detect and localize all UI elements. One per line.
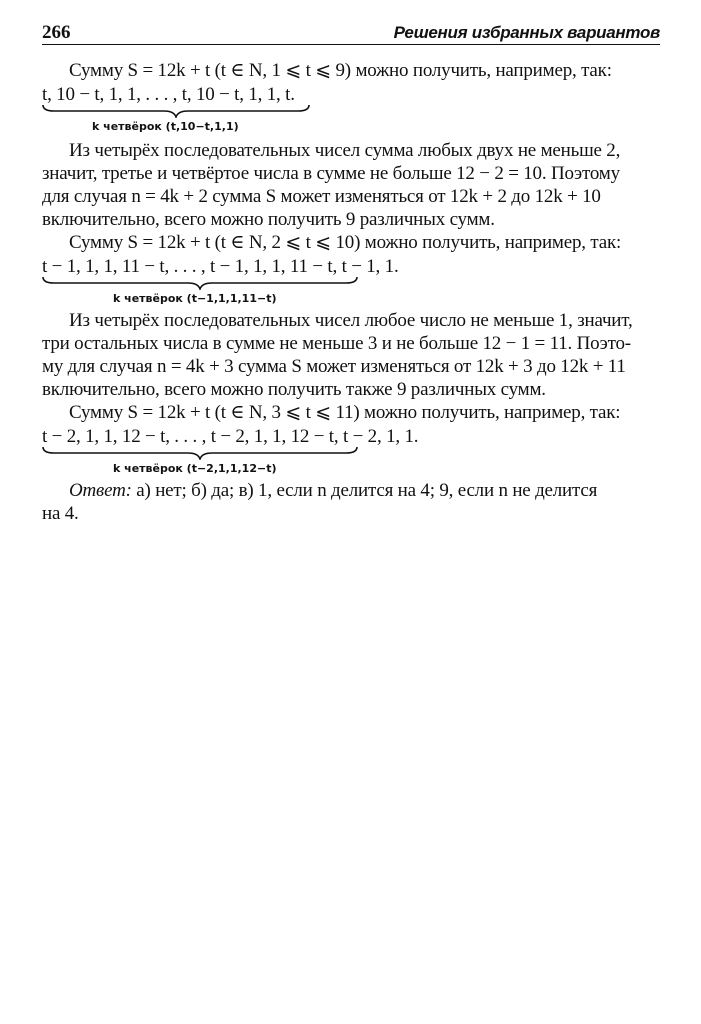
underbrace: [42, 446, 358, 460]
formula-sequence: t, 10 − t, 1, 1, . . . , t, 10 − t, 1, 1, t.: [42, 84, 295, 105]
formula-sequence: t − 2, 1, 1, 12 − t, . . . , t − 2, 1, 1, 12 − t, t − 2, 1, 1.: [42, 426, 419, 447]
brace-label: k четвёрок (t,10−t,1,1): [92, 120, 239, 133]
text-line: Из четырёх последовательных чисел любое число не меньше 1, значит,: [69, 310, 633, 331]
answer-line: [69, 480, 662, 502]
text-line: значит, третье и четвёртое числа в сумме не больше 12 − 2 = 10. Поэтому: [42, 163, 620, 184]
text-line: Сумму S = 12k + t (t ∈ N, 2 ⩽ t ⩽ 10) можно получить, например, так:: [69, 232, 622, 253]
text-line: на 4.: [42, 503, 79, 524]
answer-label: Ответ:: [69, 480, 132, 501]
text-line: для случая n = 4k + 2 сумма S может изменяться от 12k + 2 до 12k + 10: [42, 186, 601, 207]
underbrace: [42, 276, 358, 290]
page-number: 266: [42, 22, 71, 43]
underbrace: [42, 104, 310, 118]
brace-label: k четвёрок (t−2,1,1,12−t): [113, 462, 277, 475]
text-line: Сумму S = 12k + t (t ∈ N, 1 ⩽ t ⩽ 9) можно получить, например, так:: [69, 60, 612, 81]
text-line: три остальных числа в сумме не меньше 3 и не больше 12 − 1 = 11. Поэто-: [42, 333, 631, 354]
text-line: Сумму S = 12k + t (t ∈ N, 3 ⩽ t ⩽ 11) можно получить, например, так:: [69, 402, 621, 423]
page-header: [42, 22, 660, 45]
text-line: Из четырёх последовательных чисел сумма любых двух не меньше 2,: [69, 140, 621, 161]
text-line: му для случая n = 4k + 3 сумма S может изменяться от 12k + 3 до 12k + 11: [42, 356, 626, 377]
running-title: Решения избранных вариантов: [393, 23, 660, 42]
text-line: включительно, всего можно получить 9 различных сумм.: [42, 209, 495, 230]
formula-sequence: t − 1, 1, 1, 11 − t, . . . , t − 1, 1, 1, 11 − t, t − 1, 1.: [42, 256, 399, 277]
brace-label: k четвёрок (t−1,1,1,11−t): [113, 292, 277, 305]
text-line: включительно, всего можно получить также 9 различных сумм.: [42, 379, 546, 400]
answer-text: а) нет; б) да; в) 1, если n делится на 4; 9, если n не делится: [136, 480, 598, 501]
